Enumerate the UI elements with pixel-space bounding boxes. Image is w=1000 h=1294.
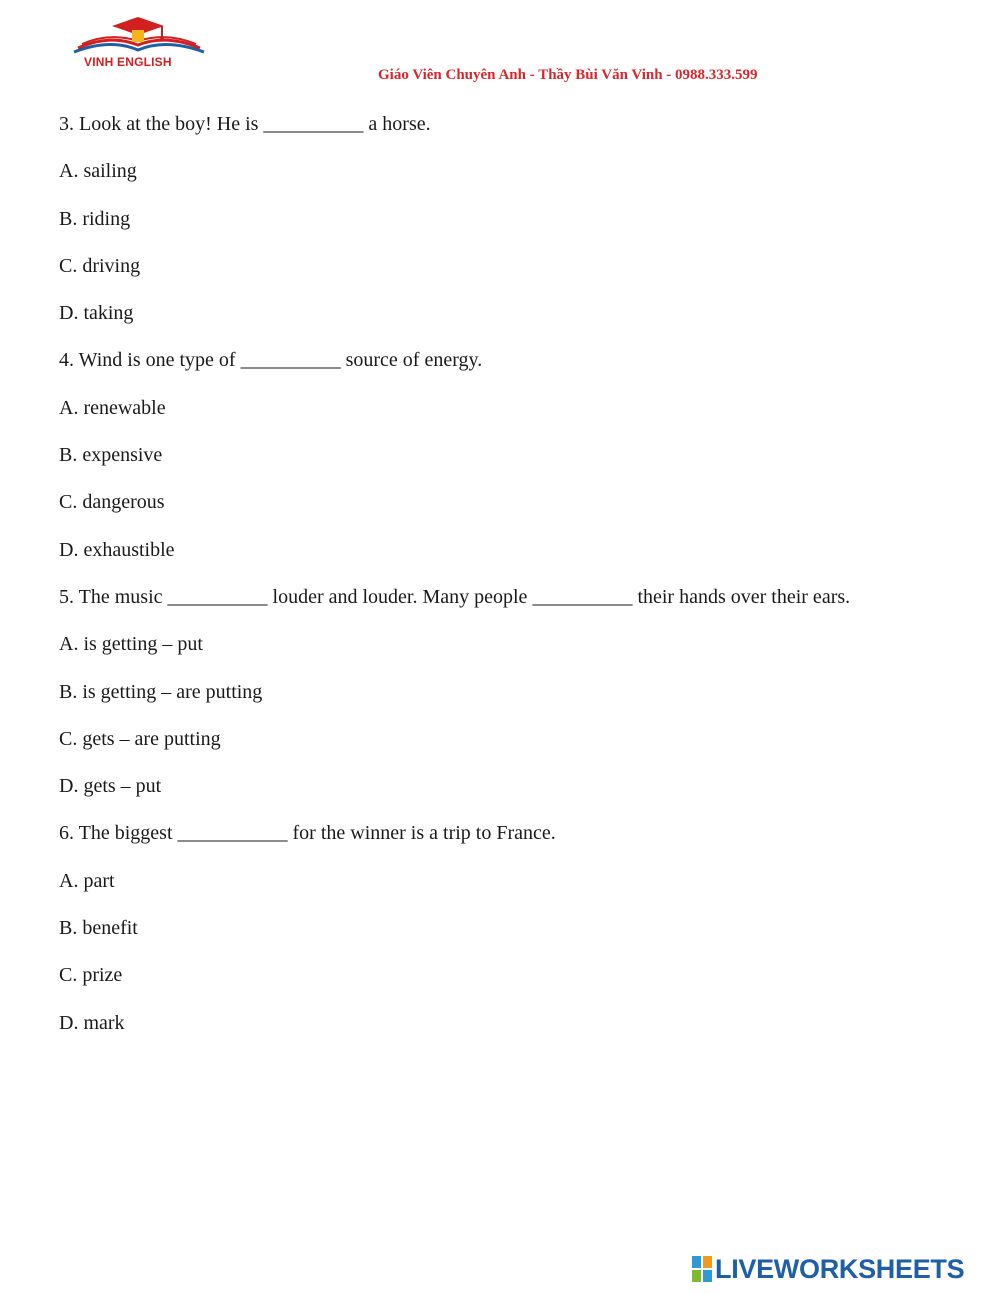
vinh-english-logo — [70, 12, 210, 74]
graduation-cap-icon — [70, 12, 210, 58]
answer-option[interactable]: A. part — [59, 869, 115, 892]
liveworksheets-wordmark: LIVEWORKSHEETS — [715, 1254, 965, 1284]
answer-option[interactable]: D. gets – put — [59, 775, 162, 798]
question-prompt: 6. The biggest ___________ for the winner is a trip to France. — [59, 822, 556, 845]
liveworksheets-brand — [692, 1254, 964, 1284]
answer-option[interactable]: C. gets – are putting — [59, 727, 221, 750]
question-prompt: 5. The music __________ louder and louder. Many people __________ their hands over their ears. — [59, 585, 851, 608]
liveworksheets-icon — [692, 1256, 712, 1282]
question-prompt: 3. Look at the boy! He is __________ a horse. — [59, 113, 431, 135]
question-prompt: 4. Wind is one type of __________ source of energy. — [59, 349, 483, 372]
teacher-contact-line: Giáo Viên Chuyên Anh - Thầy Bùi Văn Vinh - 0988.333.599 — [378, 67, 758, 83]
answer-option[interactable]: A. sailing — [59, 160, 137, 183]
answer-option[interactable]: B. is getting – are putting — [59, 680, 263, 703]
answer-option[interactable]: B. expensive — [59, 444, 163, 467]
answer-option[interactable]: D. mark — [59, 1011, 125, 1034]
answer-option[interactable]: C. prize — [59, 964, 123, 987]
answer-option[interactable]: D. exhaustible — [59, 538, 175, 561]
answer-option[interactable]: A. is getting – put — [59, 633, 203, 656]
logo-text: VINH ENGLISH — [84, 55, 172, 69]
answer-option[interactable]: C. driving — [59, 254, 141, 277]
answer-option[interactable]: B. benefit — [59, 917, 138, 940]
answer-option[interactable]: B. riding — [59, 207, 131, 230]
worksheet-content — [59, 110, 959, 1056]
answer-option[interactable]: A. renewable — [59, 396, 166, 419]
answer-option[interactable]: C. dangerous — [59, 491, 165, 514]
answer-option[interactable]: D. taking — [59, 302, 134, 325]
